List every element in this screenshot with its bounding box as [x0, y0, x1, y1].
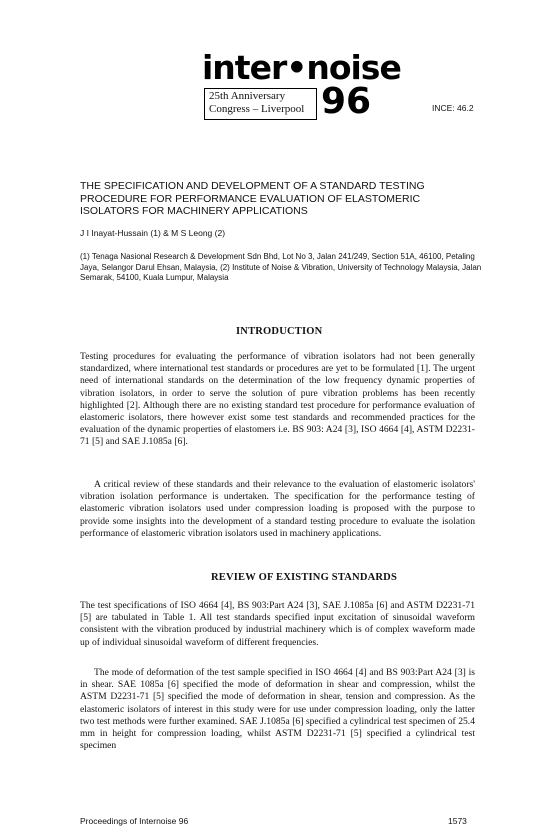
logo-congress-box: [204, 88, 317, 120]
review-paragraph-2: [80, 667, 475, 752]
section-heading-introduction: INTRODUCTION: [236, 326, 323, 337]
logo-congress-text: Congress – Liverpool: [209, 103, 305, 115]
author-affiliations: (1) Tenaga Nasional Research & Development Sdn Bhd, Lot No 3, Jalan 241/249, Section 51A, 46100, Petaling Jaya, Selangor Darul Ehsan, Malaysia, (2) Institute of Noise & Vibration, University of Technology Malaysia, Jalan Semarak, 54100, Kuala Lumpur, Malaysia: [80, 252, 482, 283]
review-paragraph-2-text: The mode of deformation of the test sample specified in ISO 4664 [4] and BS 903:Part A24 [3] is in shear. SAE 1085a [6] specified the mode of deformation in shear and compression, whilst the ASTM D2231-71 [5] specified the mode of deformation in shear, tension and compression. As the elastomeric isolators of interest in this study were for use under compression loading, only the latter two test methods were further examined. SAE J.1085a [6] specified a cylindrical test specimen of 25.4 mm in height for compression loading, whilst ASTM D2231-71 [5] specified a cylindrical test specimen: [80, 667, 475, 752]
section-heading-review: REVIEW OF EXISTING STANDARDS: [211, 572, 397, 583]
paper-reference: INCE: 46.2: [432, 103, 474, 113]
intro-paragraph-1: Testing procedures for evaluating the performance of vibration isolators had not been generally standardized, where international test standards or procedures are yet to be formulated [1]. The urgent need of international standards on the determination of the low frequency dynamic properties of vibration isolators, in order to serve the solution of pure vibration problems has been recently highlighted [2]. Although there are no existing standard test procedure for performance evaluation of elastomeric isolators, there however exist some test standards and recommended practices for the evaluation of the dynamic properties of elastomers i.e. BS 903: A24 [3], ISO 4664 [4], ASTM D2231-71 [5] and SAE J.1085a [6].: [80, 351, 475, 448]
logo-anniversary-text: 25th Anniversary: [209, 90, 286, 102]
intro-paragraph-2: [80, 479, 475, 540]
footer-proceedings: Proceedings of Internoise 96: [80, 816, 189, 826]
page-number: 1573: [448, 816, 467, 826]
paper-authors: J I Inayat-Hussain (1) & M S Leong (2): [80, 228, 226, 238]
intro-paragraph-2-text: A critical review of these standards and their relevance to the evaluation of elastomeric isolators' vibration isolation performance is undertaken. The specification for the performance testing of elastomeric vibration isolators used under compression loading is proposed with the purpose to provide some insights into the development of a standard testing procedure to evaluate the isolation performance of elastomeric vibration isolators used in machinery applications.: [80, 479, 475, 539]
review-paragraph-1: The test specifications of ISO 4664 [4], BS 903:Part A24 [3], SAE J.1085a [6] and ASTM D2231-71 [5] are tabulated in Table 1. All test standards specified input excitation of sinusoidal waveform consistent with the vibration produced by industrial machinery which is of complex waveform made up of individual sinusoidal waveform of different frequencies.: [80, 600, 475, 648]
logo-year: 96: [321, 81, 372, 122]
paper-title: THE SPECIFICATION AND DEVELOPMENT OF A STANDARD TESTING PROCEDURE FOR PERFORMANCE EVALUATION OF ELASTOMERIC ISOLATORS FOR MACHINERY APPLICATIONS: [80, 180, 425, 217]
logo-wordmark: inter•noise: [202, 48, 401, 87]
internoise-logo: [200, 48, 401, 124]
